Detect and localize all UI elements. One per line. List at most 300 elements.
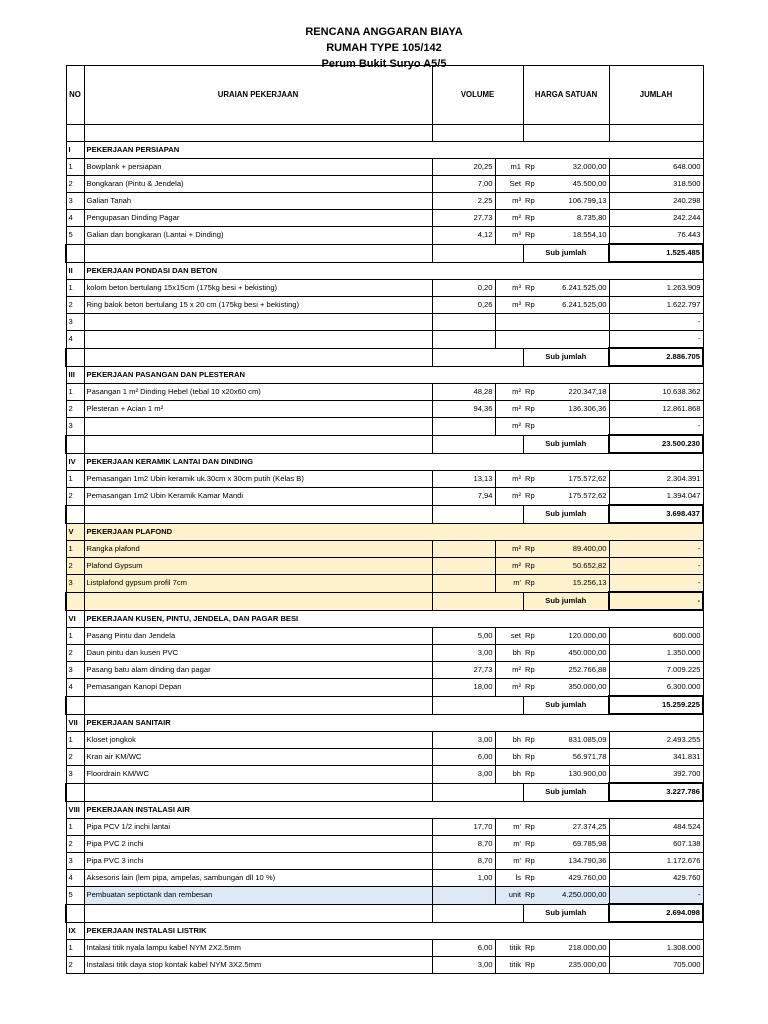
item-volume: 7,94 [432,488,495,506]
item-price [523,193,609,210]
item-volume [432,314,495,331]
table-row [66,227,703,245]
item-unit: m² [495,558,523,575]
table-row [66,836,703,853]
table-row [66,541,703,558]
item-volume [432,558,495,575]
item-volume: 3,00 [432,957,495,974]
price-value: 175.572,62 [568,491,607,501]
document-title: RENCANA ANGGARAN BIAYA [305,26,463,38]
cell-no [66,592,84,610]
item-volume: 27,73 [432,662,495,679]
item-number: 2 [66,401,84,418]
item-number: 4 [66,870,84,887]
item-volume: 8,70 [432,853,495,870]
cell-vol [432,505,495,523]
item-unit: ls [495,870,523,887]
section-header-row [66,610,703,628]
subtotal-row [66,505,703,523]
item-volume: 94,36 [432,401,495,418]
table-row [66,159,703,176]
item-total: 1.263.909 [609,280,703,297]
price-value: 450.000,00 [568,648,607,657]
currency-label: Rp [525,283,535,292]
col-header-no: NO [66,66,84,125]
item-price [523,541,609,558]
item-price [523,280,609,297]
currency-label: Rp [525,561,535,570]
item-volume: 17,70 [432,819,495,836]
item-total: 484.524 [609,819,703,836]
cell-desc [84,505,432,523]
item-total: - [609,558,703,575]
item-unit: m² [495,662,523,679]
section-title: PEKERJAAN SANITAIR [84,714,703,732]
item-description: Pasangan 1 m² Dinding Hebel (tebal 10 x20x60 cm) [84,384,432,401]
item-unit: m³ [495,193,523,210]
cell-no [66,435,84,453]
subtotal-value: 3.227.786 [609,783,703,801]
subtotal-value: 1.525.485 [609,244,703,262]
table-row [66,819,703,836]
price-value: 6.241.525,00 [562,283,607,292]
item-number: 1 [66,940,84,957]
col-header-uraian: URAIAN PEKERJAAN [84,66,432,125]
cell-unit [495,696,523,714]
item-unit: m² [495,384,523,401]
item-unit: m1 [495,159,523,176]
currency-label: Rp [525,873,535,882]
section-title: PEKERJAAN INSTALASI AIR [84,801,703,819]
item-description: Listplafond gypsum profil 7cm [84,575,432,593]
item-unit: m' [495,575,523,593]
item-volume: 3,00 [432,645,495,662]
section-number: IV [66,453,84,471]
item-total: - [609,887,703,905]
price-value: 235.000,00 [568,960,607,969]
table-row [66,870,703,887]
currency-label: Rp [525,839,535,848]
item-unit: m³ [495,280,523,297]
item-number: 5 [66,227,84,245]
item-total: 1.622.797 [609,297,703,314]
currency-label: Rp [525,769,535,779]
price-value: 32.000,00 [572,162,607,171]
currency-label: Rp [525,960,535,969]
cell-desc [84,783,432,801]
item-volume: 8,70 [432,836,495,853]
section-header-row [66,366,703,384]
currency-label: Rp [525,682,535,692]
currency-label: Rp [525,179,535,188]
table-row [66,558,703,575]
section-header-row [66,922,703,940]
cell-no [66,244,84,262]
table-row [66,853,703,870]
currency-label: Rp [525,230,535,240]
item-volume: 1,00 [432,870,495,887]
table-row [66,645,703,662]
item-description: Pipa PVC 3 inchi [84,853,432,870]
item-number: 2 [66,558,84,575]
currency-label: Rp [525,491,535,501]
item-number: 1 [66,384,84,401]
subtotal-row [66,435,703,453]
price-value: 175.572,62 [568,474,607,483]
item-volume: 5,00 [432,628,495,645]
item-description: Kloset jongkok [84,732,432,749]
price-value: 69.785,98 [572,839,607,848]
item-unit: m² [495,210,523,227]
item-unit: Set [495,176,523,193]
item-description [84,331,432,349]
item-volume: 7,00 [432,176,495,193]
subtotal-label: Sub jumlah [523,592,609,610]
table-row [66,401,703,418]
item-number: 4 [66,679,84,697]
item-price [523,870,609,887]
subtotal-value: 2.886.705 [609,348,703,366]
table-row [66,940,703,957]
currency-label: Rp [525,404,535,413]
item-description: Pemasangan 1m2 Ubin keramik uk.30cm x 30cm putih (Kelas B) [84,471,432,488]
cell-vol [432,125,495,142]
subtotal-row [66,783,703,801]
table-row [66,297,703,314]
spacer-row [66,125,703,142]
cell-vol [432,435,495,453]
item-price [523,227,609,245]
item-unit: titik [495,957,523,974]
price-value: 56.971,78 [572,752,607,761]
table-row [66,384,703,401]
price-value: 120.000,00 [568,631,607,640]
cell-unit [495,505,523,523]
item-unit: m³ [495,297,523,314]
price-value: 106.799,13 [568,196,607,205]
subtotal-row [66,904,703,922]
currency-label: Rp [525,943,535,952]
item-price [523,331,609,349]
cell-unit [495,592,523,610]
item-number: 3 [66,314,84,331]
cell-no [66,783,84,801]
item-description: Pasang batu alam dinding dan pagar [84,662,432,679]
subtotal-label: Sub jumlah [523,348,609,366]
item-unit: m² [495,471,523,488]
item-number: 2 [66,957,84,974]
item-price [523,176,609,193]
cell-price [523,125,609,142]
cell-unit [495,244,523,262]
item-number: 2 [66,176,84,193]
section-title: PEKERJAAN PLAFOND [84,523,703,541]
price-value: 429.760,00 [568,873,607,882]
item-total: 705.000 [609,957,703,974]
item-number: 2 [66,297,84,314]
item-price [523,645,609,662]
col-header-volume: VOLUME [432,66,523,125]
item-number: 2 [66,749,84,766]
subtotal-label: Sub jumlah [523,505,609,523]
cell-no [66,505,84,523]
table-row [66,331,703,349]
subtotal-value: 23.500.230 [609,435,703,453]
item-total: - [609,541,703,558]
item-unit: m² [495,488,523,506]
item-description: Pipa PVC 2 inchi [84,836,432,853]
table-body [66,125,703,974]
table-row [66,628,703,645]
item-price [523,558,609,575]
item-description: Instalasi titik daya stop kontak kabel NYM 3X2.5mm [84,957,432,974]
item-total: 7.009.225 [609,662,703,679]
table-row [66,662,703,679]
cell-vol [432,783,495,801]
price-value: 15.256,13 [572,578,607,588]
currency-label: Rp [525,752,535,761]
section-title: PEKERJAAN KERAMIK LANTAI DAN DINDING [84,453,703,471]
section-title: PEKERJAAN KUSEN, PINTU, JENDELA, DAN PAGAR BESI [84,610,703,628]
item-price [523,210,609,227]
item-number: 1 [66,159,84,176]
item-unit: m' [495,819,523,836]
item-description [84,314,432,331]
item-price [523,940,609,957]
item-volume: 3,00 [432,766,495,784]
subtotal-value: 3.698.437 [609,505,703,523]
table-row [66,575,703,593]
currency-label: Rp [525,421,535,431]
item-total: 242.244 [609,210,703,227]
item-total: 1.308.000 [609,940,703,957]
item-unit: bh [495,749,523,766]
item-total: 2.304.391 [609,471,703,488]
item-total: 2.493.255 [609,732,703,749]
cell-total [609,125,703,142]
item-unit: m² [495,418,523,436]
cell-vol [432,904,495,922]
item-description: Pembuatan septictank dan rembesan [84,887,432,905]
item-description [84,418,432,436]
item-description: Aksesoris lain (lem pipa, ampelas, sambungan dll 10 %) [84,870,432,887]
item-total: - [609,314,703,331]
cell-unit [495,904,523,922]
item-total: 1.350.000 [609,645,703,662]
price-value: 8.735,80 [576,213,607,222]
item-unit [495,331,523,349]
cell-vol [432,592,495,610]
subtotal-row [66,696,703,714]
section-title: PEKERJAAN INSTALASI LISTRIK [84,922,703,940]
table-header-row [66,66,703,125]
item-unit: m² [495,401,523,418]
currency-label: Rp [525,822,535,831]
item-number: 4 [66,331,84,349]
item-number: 1 [66,628,84,645]
col-header-harga: HARGA SATUAN [523,66,609,125]
item-description: Pasang Pintu dan Jendela [84,628,432,645]
item-price [523,819,609,836]
item-volume: 48,28 [432,384,495,401]
item-number: 3 [66,853,84,870]
currency-label: Rp [525,665,535,674]
price-value: 136.306,36 [568,404,607,413]
cell-desc [84,244,432,262]
cell-no [66,904,84,922]
item-description: Kran air KM/WC [84,749,432,766]
currency-label: Rp [525,648,535,657]
item-price [523,732,609,749]
price-value: 130.900,00 [568,769,607,779]
item-price [523,836,609,853]
item-price [523,159,609,176]
currency-label: Rp [525,387,535,396]
item-number: 2 [66,645,84,662]
currency-label: Rp [525,162,535,171]
item-unit: bh [495,645,523,662]
item-total: 392.700 [609,766,703,784]
item-volume: 13,13 [432,471,495,488]
subtotal-label: Sub jumlah [523,244,609,262]
section-header-row [66,453,703,471]
table-row [66,210,703,227]
item-price [523,766,609,784]
item-unit: m³ [495,227,523,245]
cell-desc [84,904,432,922]
cell-vol [432,244,495,262]
cell-desc [84,435,432,453]
item-number: 1 [66,541,84,558]
cell-no [66,125,84,142]
budget-table [65,65,704,974]
item-price [523,853,609,870]
section-header-row [66,262,703,280]
cell-vol [432,696,495,714]
item-volume [432,575,495,593]
item-total: - [609,331,703,349]
price-value: 27.374,25 [572,822,607,831]
section-number: VI [66,610,84,628]
item-description: Bongkaran (Pintu & Jendela) [84,176,432,193]
currency-label: Rp [525,544,535,553]
item-description: Pipa PCV 1/2 inchi lantai [84,819,432,836]
currency-label: Rp [525,300,535,309]
subtotal-label: Sub jumlah [523,904,609,922]
item-description: Bowplank + persiapan [84,159,432,176]
item-volume: 4,12 [432,227,495,245]
item-volume: 6,00 [432,749,495,766]
section-header-row [66,523,703,541]
item-volume [432,887,495,905]
section-title: PEKERJAAN PASANGAN DAN PLESTERAN [84,366,703,384]
item-description: kolom beton bertulang 15x15cm (175kg besi + bekisting) [84,280,432,297]
item-total: 607.138 [609,836,703,853]
item-number: 3 [66,575,84,593]
currency-label: Rp [525,890,535,900]
item-unit: titik [495,940,523,957]
price-value: 18.554,10 [572,230,607,240]
item-number: 3 [66,193,84,210]
item-number: 3 [66,766,84,784]
table-row [66,471,703,488]
col-header-jumlah: JUMLAH [609,66,703,125]
item-number: 1 [66,732,84,749]
price-value: 89.400,00 [572,544,607,553]
cell-desc [84,348,432,366]
item-volume: 0,20 [432,280,495,297]
item-number: 2 [66,488,84,506]
item-volume [432,331,495,349]
cell-unit [495,435,523,453]
item-price [523,471,609,488]
cell-desc [84,125,432,142]
item-total: - [609,575,703,593]
currency-label: Rp [525,631,535,640]
subtotal-row [66,348,703,366]
document-location: Perum Bukit Suryo A5/5 [321,58,447,70]
cell-vol [432,348,495,366]
item-price [523,887,609,905]
item-price [523,297,609,314]
item-unit: m² [495,679,523,697]
price-value: 4.250.000,00 [562,890,607,900]
table-row [66,732,703,749]
item-description: Floordrain KM/WC [84,766,432,784]
item-total: 341.831 [609,749,703,766]
item-description: Pengupasan Dinding Pagar [84,210,432,227]
item-description: Pemasangan 1m2 Ubin Keramik Kamar Mandi [84,488,432,506]
item-volume: 2,25 [432,193,495,210]
subtotal-label: Sub jumlah [523,435,609,453]
table-row [66,887,703,905]
subtotal-value: 15.259.225 [609,696,703,714]
cell-desc [84,696,432,714]
item-price [523,384,609,401]
item-total: 1.172.676 [609,853,703,870]
item-total: 648.000 [609,159,703,176]
item-unit: bh [495,732,523,749]
item-number: 1 [66,280,84,297]
item-number: 4 [66,210,84,227]
table-row [66,749,703,766]
item-volume: 20,25 [432,159,495,176]
section-number: III [66,366,84,384]
section-title: PEKERJAAN PONDASI DAN BETON [84,262,703,280]
item-number: 3 [66,418,84,436]
item-total: 76.443 [609,227,703,245]
table-row [66,193,703,210]
subtotal-row [66,592,703,610]
item-unit [495,314,523,331]
currency-label: Rp [525,578,535,588]
item-price [523,749,609,766]
cell-unit [495,125,523,142]
section-number: II [66,262,84,280]
section-number: VIII [66,801,84,819]
item-volume: 0,26 [432,297,495,314]
section-number: VII [66,714,84,732]
item-description: Intalasi titik nyala lampu kabel NYM 2X2.5mm [84,940,432,957]
item-total: 1.394.047 [609,488,703,506]
table-row [66,766,703,784]
price-value: 252.766,88 [568,665,607,674]
item-description: Plafond Gypsum [84,558,432,575]
currency-label: Rp [525,196,535,205]
item-unit: m² [495,541,523,558]
item-price [523,314,609,331]
item-volume: 3,00 [432,732,495,749]
